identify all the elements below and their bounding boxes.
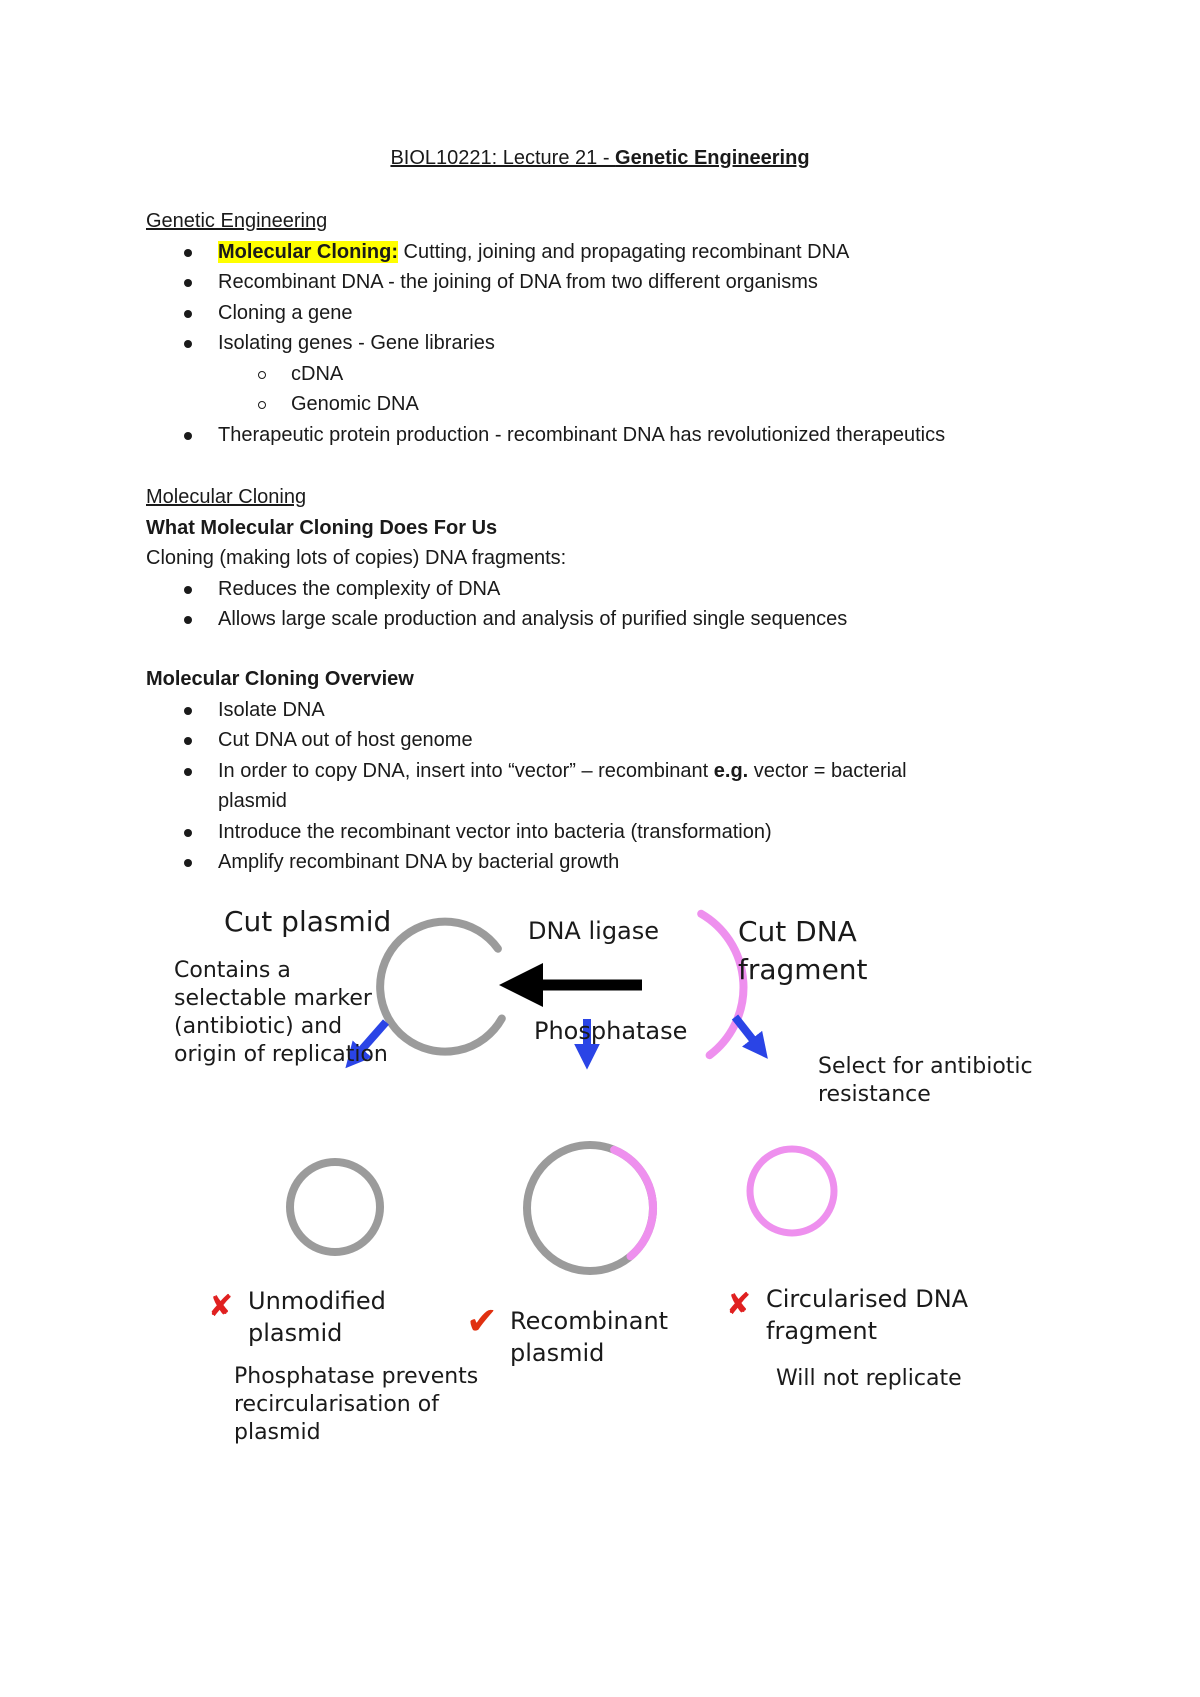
document-title xyxy=(0,145,1200,171)
recombinant-plasmid-insert xyxy=(614,1150,653,1257)
no-replicate-label: Will not replicate xyxy=(776,1366,962,1391)
cross-mark-icon: ✘ xyxy=(208,1289,234,1324)
marker-line-2: selectable marker xyxy=(174,986,372,1011)
list-item xyxy=(146,756,978,817)
list-item: Introduce the recombinant vector into bacteria (transformation) xyxy=(146,817,1076,848)
genetic-engineering-list xyxy=(146,237,1076,451)
select-line-1: Select for antibiotic xyxy=(818,1054,1033,1079)
molecular-cloning-definition: Cutting, joining and propagating recombinant DNA xyxy=(398,240,850,263)
phos-note-line-1: Phosphatase prevents xyxy=(234,1364,479,1389)
list-item: Reduces the complexity of DNA xyxy=(146,574,1076,605)
recombinant-line-1: Recombinant xyxy=(510,1307,669,1335)
list-item: Isolate DNA xyxy=(146,695,1076,726)
phos-note-line-2: recircularisation of xyxy=(234,1392,439,1417)
phosphatase-label: Phosphatase xyxy=(534,1017,688,1045)
list-item xyxy=(146,237,1076,268)
marker-line-4: origin of replication xyxy=(174,1042,388,1067)
unmodified-line-2: plasmid xyxy=(248,1319,343,1347)
molecular-cloning-list xyxy=(146,574,1076,635)
select-line-2: resistance xyxy=(818,1082,931,1107)
list-item: Therapeutic protein production - recombinant DNA has revolutionized therapeutics xyxy=(146,420,1076,451)
cross-mark-icon: ✘ xyxy=(726,1287,752,1322)
phos-note-line-3: plasmid xyxy=(234,1420,321,1445)
circularised-fragment-shape xyxy=(750,1149,834,1233)
molecular-cloning-heading: Molecular Cloning xyxy=(146,486,307,508)
check-mark-icon: ✔ xyxy=(466,1299,498,1343)
list-item: Amplify recombinant DNA by bacterial growth xyxy=(146,847,1076,878)
molecular-cloning-subheading: What Molecular Cloning Does For Us xyxy=(146,516,498,539)
cut-dna-label-line-2: fragment xyxy=(738,953,868,986)
right-down-arrow xyxy=(735,1017,757,1045)
genetic-engineering-heading: Genetic Engineering xyxy=(146,210,328,232)
recombinant-line-2: plasmid xyxy=(510,1339,605,1367)
overview-section xyxy=(146,664,1076,878)
vector-text-a: In order to copy DNA, insert into “vector” – recombinant xyxy=(218,759,714,782)
genetic-engineering-section xyxy=(146,206,1076,450)
dna-ligase-label: DNA ligase xyxy=(528,917,660,945)
cloning-diagram xyxy=(150,895,1070,1495)
vector-text-eg: e.g. xyxy=(713,759,749,782)
list-item: Allows large scale production and analysis of purified single sequences xyxy=(146,604,1076,635)
molecular-cloning-section xyxy=(146,482,1076,635)
circularised-line-2: fragment xyxy=(766,1317,878,1345)
unmodified-line-1: Unmodified xyxy=(248,1287,386,1315)
course-code: BIOL10221: Lecture 21 - xyxy=(390,147,616,169)
list-item: Isolating genes - Gene libraries xyxy=(146,328,1076,359)
marker-line-1: Contains a xyxy=(174,958,291,983)
list-item: Cloning a gene xyxy=(146,298,1076,329)
lecture-topic: Genetic Engineering xyxy=(615,147,810,169)
cut-dna-label-line-1: Cut DNA xyxy=(738,915,857,948)
list-item: Recombinant DNA - the joining of DNA from two different organisms xyxy=(146,267,1076,298)
molecular-cloning-intro: Cloning (making lots of copies) DNA fragments: xyxy=(146,547,567,569)
list-item: Cut DNA out of host genome xyxy=(146,725,1076,756)
unmodified-plasmid-shape xyxy=(290,1162,380,1252)
vector-text-c: vector = bacterial plasmid xyxy=(218,759,907,812)
molecular-cloning-term: Molecular Cloning: xyxy=(218,240,398,263)
marker-line-3: (antibiotic) and xyxy=(174,1014,343,1039)
overview-list xyxy=(146,695,1076,878)
cut-plasmid-label: Cut plasmid xyxy=(224,905,392,938)
cut-plasmid-shape xyxy=(380,922,502,1052)
overview-heading: Molecular Cloning Overview xyxy=(146,668,414,690)
sub-list-item: Genomic DNA xyxy=(146,389,1076,420)
sub-list-item: cDNA xyxy=(146,359,1076,390)
circularised-line-1: Circularised DNA xyxy=(766,1285,969,1313)
